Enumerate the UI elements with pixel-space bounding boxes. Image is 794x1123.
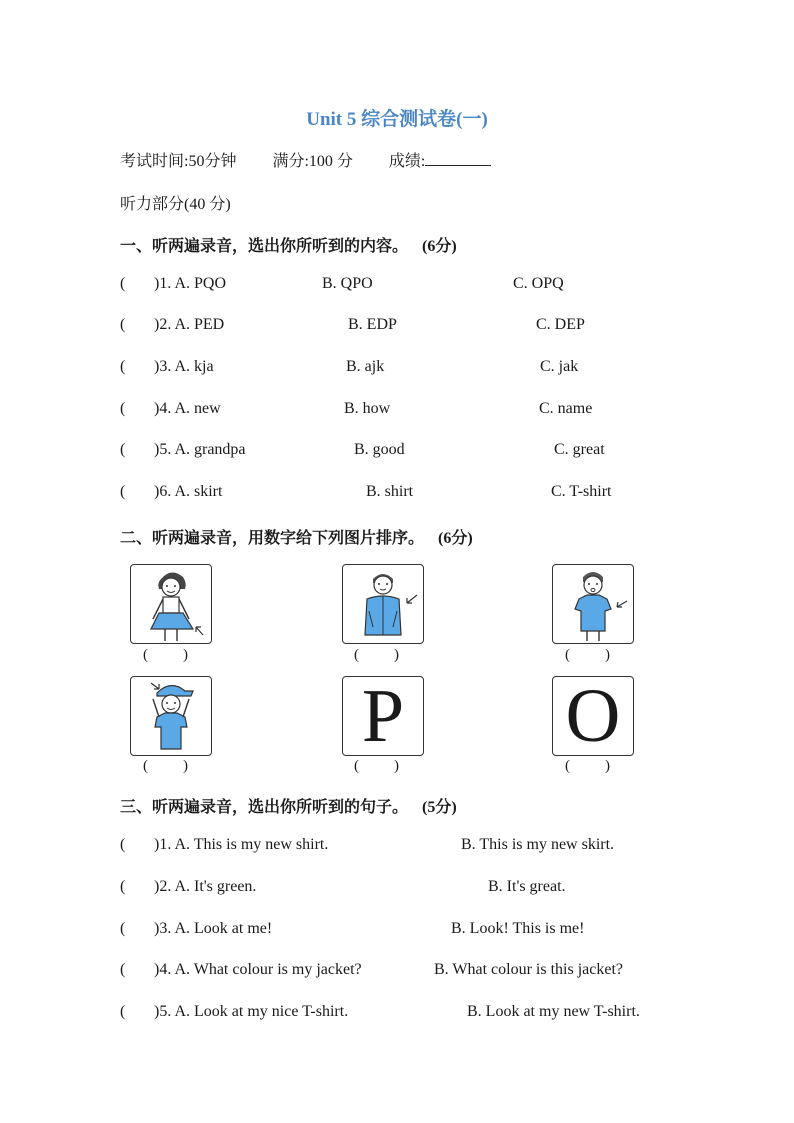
picture-boy-cap <box>130 676 212 756</box>
section1-points: (6分) <box>422 238 457 255</box>
answer-paren[interactable]: ( <box>120 836 126 853</box>
answer-paren[interactable]: ( <box>120 358 126 375</box>
option-b: B. shirt <box>366 483 414 500</box>
option-b: B. Look! This is me! <box>451 920 585 937</box>
full-score: 满分:100 分 <box>272 153 353 170</box>
option-c: C. name <box>539 400 593 417</box>
option-a: )1. A. This is my new shirt. <box>154 836 329 853</box>
option-a: )3. A. Look at me! <box>154 920 273 937</box>
picture-letter-o: O <box>552 676 634 756</box>
option-a: )3. A. kja <box>154 358 214 375</box>
option-b: B. QPO <box>322 275 373 292</box>
option-c: C. DEP <box>536 316 585 333</box>
option-b: B. What colour is this jacket? <box>434 961 623 978</box>
option-b: B. EDP <box>348 316 397 333</box>
option-a: )2. A. PED <box>154 316 225 333</box>
boy-jacket-icon <box>343 565 423 643</box>
option-c: C. great <box>554 441 605 458</box>
exam-info <box>120 148 523 171</box>
answer-paren[interactable]: ( ) <box>143 758 188 774</box>
answer-paren[interactable]: ( ) <box>354 758 399 774</box>
option-b: B. It's great. <box>488 878 566 895</box>
option-a: )5. A. Look at my nice T-shirt. <box>154 1003 349 1020</box>
option-a: )6. A. skirt <box>154 483 223 500</box>
page-title: Unit 5 综合测试卷(一) <box>306 109 488 130</box>
answer-paren[interactable]: ( <box>120 483 126 500</box>
answer-paren[interactable]: ( ) <box>565 647 610 663</box>
answer-paren[interactable]: ( <box>120 316 126 333</box>
score-blank[interactable] <box>425 151 491 166</box>
answer-paren[interactable]: ( <box>120 920 126 937</box>
answer-paren[interactable]: ( <box>120 878 126 895</box>
answer-paren[interactable]: ( <box>120 961 126 978</box>
option-a: )4. A. What colour is my jacket? <box>154 961 362 978</box>
option-b: B. Look at my new T-shirt. <box>467 1003 640 1020</box>
listening-part-label: 听力部分(40 分) <box>120 196 231 213</box>
section1-heading-text: 一、听两遍录音，选出你所听到的内容。 <box>120 238 409 255</box>
picture-boy-jacket <box>342 564 424 644</box>
option-b: B. how <box>344 400 391 417</box>
boy-tshirt-icon <box>553 565 633 643</box>
section3-heading <box>120 794 457 817</box>
answer-paren[interactable]: ( ) <box>143 647 188 663</box>
picture-girl-skirt <box>130 564 212 644</box>
option-a: )2. A. It's green. <box>154 878 257 895</box>
option-b: B. good <box>354 441 405 458</box>
section3-heading-text: 三、听两遍录音，选出你所听到的句子。 <box>120 799 409 816</box>
answer-paren[interactable]: ( <box>120 400 126 417</box>
option-c: C. T-shirt <box>551 483 612 500</box>
option-a: )4. A. new <box>154 400 221 417</box>
section2-heading-text: 二、听两遍录音，用数字给下列图片排序。 <box>120 530 425 547</box>
option-c: C. OPQ <box>513 275 564 292</box>
answer-paren[interactable]: ( <box>120 1003 126 1020</box>
option-a: )5. A. grandpa <box>154 441 246 458</box>
girl-skirt-icon <box>131 565 211 643</box>
answer-paren[interactable]: ( ) <box>354 647 399 663</box>
section3-points: (5分) <box>422 799 457 816</box>
boy-cap-icon <box>131 677 211 755</box>
score-label: 成绩: <box>388 153 426 170</box>
option-b: B. ajk <box>346 358 385 375</box>
section1-heading <box>120 233 457 256</box>
answer-paren[interactable]: ( <box>120 275 126 292</box>
section2-heading <box>120 525 473 548</box>
option-b: B. This is my new skirt. <box>461 836 615 853</box>
option-c: C. jak <box>540 358 579 375</box>
picture-boy-tshirt <box>552 564 634 644</box>
section2-points: (6分) <box>438 530 473 547</box>
answer-paren[interactable]: ( ) <box>565 758 610 774</box>
option-a: )1. A. PQO <box>154 275 227 292</box>
picture-letter-p: P <box>342 676 424 756</box>
exam-time: 考试时间:50分钟 <box>120 153 237 170</box>
answer-paren[interactable]: ( <box>120 441 126 458</box>
